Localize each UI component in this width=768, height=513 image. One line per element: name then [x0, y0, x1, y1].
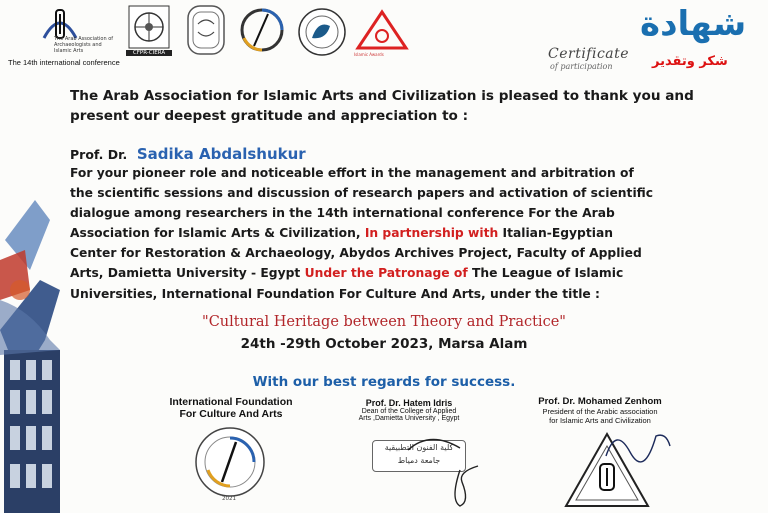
dean-role-line-1: Dean of the College of Applied	[361, 408, 457, 415]
body-line-7: Universities, International Foundation For Culture And Arts, under the title :	[70, 287, 600, 301]
signatory-dean	[344, 398, 474, 422]
arabic-thanks-subtitle: شكر وتقدير	[652, 54, 728, 69]
body-line-1: For your pioneer role and noticeable effort in the management and arbitration of	[70, 166, 634, 180]
conference-logo-text: The Arab Association of Archaeologists and Islamic Arts	[54, 36, 114, 54]
association-seal-icon	[296, 6, 348, 58]
triangle-arts-icon	[354, 8, 410, 52]
president-signature-icon	[596, 416, 676, 476]
signatory-foundation	[168, 396, 294, 420]
conference-theme: "Cultural Heritage between Theory and Practice"	[202, 314, 566, 330]
president-name: Prof. Dr. Mohamed Zenhom	[538, 396, 662, 407]
recipient-title: Prof. Dr.	[70, 147, 128, 162]
intro-line-2: present our deepest gratitude and appreciation to :	[70, 108, 469, 124]
body-line-5: Center for Restoration & Archaeology, Abydos Archives Project, Faculty of Applied	[70, 246, 642, 260]
dean-name: Prof. Dr. Hatem Idris	[365, 398, 453, 408]
applied-arts-logo	[354, 8, 410, 60]
body-line-4-end: Italian-Egyptian	[502, 226, 614, 240]
faculty-stamp-text: كلية الفنون التطبيقية	[384, 443, 454, 452]
arabic-certificate-title: شهادة	[640, 4, 747, 44]
foundation-stamp-year: 2021	[222, 496, 236, 502]
regards-line: With our best regards for success.	[252, 374, 516, 390]
body-line-6-start: Arts, Damietta University - Egypt	[70, 266, 301, 280]
certificate-subtitle: of participation	[550, 62, 613, 71]
dean-role-line-2: Arts ,Damietta University , Egypt	[358, 415, 460, 422]
president-role-line-2: for Islamic Arts and Civilization	[549, 416, 651, 425]
ciera-logo	[126, 4, 172, 62]
partnership-label: In partnership with	[364, 226, 499, 240]
foundation-name-line-2: For Culture And Arts	[179, 408, 283, 420]
body-line-6	[70, 266, 623, 280]
certificate-title: Certificate	[548, 46, 630, 62]
president-role-line-1: President of the Arabic association	[542, 407, 658, 416]
faculty-stamp-subtext: جامعة دمياط	[397, 456, 441, 465]
conference-logo	[4, 2, 124, 66]
certificate-heading	[548, 46, 629, 71]
body-line-3: dialogue among researchers in the 14th international conference For the Arab	[70, 206, 615, 220]
recipient-row	[70, 144, 306, 163]
foundation-stamp-icon	[192, 424, 268, 500]
body-line-2: the scientific sessions and discussion of research papers and activation of scientific	[70, 186, 654, 200]
conference-title: The 14th international conference	[8, 58, 120, 67]
recipient-name: Sadika Abdalshukur	[136, 145, 306, 163]
patronage-label: Under the Patronage of	[304, 266, 468, 280]
dean-signature-icon	[400, 420, 490, 510]
islamic-universities-seal-icon	[184, 4, 228, 56]
intro-line-1: The Arab Association for Islamic Arts and Civilization is pleased to thank you and	[70, 88, 694, 104]
ciera-label: CFPR-CIERA	[126, 50, 172, 56]
foundation-name-line-1: International Foundation	[169, 396, 293, 408]
compass-icon	[126, 4, 172, 50]
body-line-4-start: Association for Islamic Arts & Civilization,	[70, 226, 361, 240]
foundation-arts-logo-icon	[238, 6, 290, 54]
applied-arts-logo-text: Islamic Awards	[354, 52, 384, 57]
conference-dates: 24th -29th October 2023, Marsa Alam	[240, 336, 528, 352]
body-line-6-end: The League of Islamic	[472, 266, 624, 280]
body-line-4	[70, 226, 613, 240]
